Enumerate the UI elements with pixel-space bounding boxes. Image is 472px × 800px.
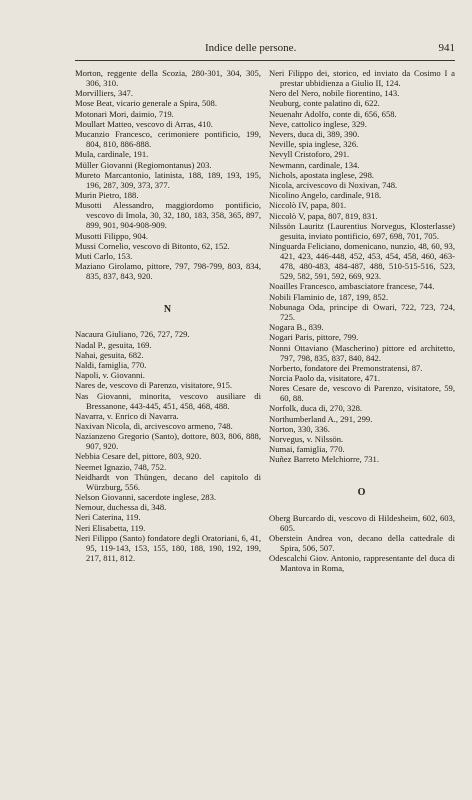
index-entry: Oberstein Andrea von, decano della cattedrale di Spira, 506, 507. <box>269 532 455 553</box>
index-entry: Nobunaga Oda, principe di Owari, 722, 723, 724, 725. <box>269 301 455 322</box>
page-number: 941 <box>438 42 455 54</box>
index-entry: Newmann, cardinale, 134. <box>269 159 360 170</box>
index-entry: Nacaura Giuliano, 726, 727, 729. <box>75 329 190 340</box>
index-entry: Ninguarda Feliciano, domenicano, nunzio, 48, 60, 93, 421, 423, 446-448, 452, 453, 454, 458, 460, 463-478, 480-483, 484-487, 488, 510-515-516, 523, 529, 582, 591, 592, 669, 923. <box>269 241 455 282</box>
index-entry: Nuñez Barreto Melchiorre, 731. <box>269 454 380 465</box>
index-entry: Nevyll Cristoforo, 291. <box>269 149 350 160</box>
index-entry: Norvegus, v. Nilssön. <box>269 434 344 444</box>
index-entry: Nahai, gesuita, 682. <box>75 349 144 360</box>
index-entry: Nicolino Angelo, cardinale, 918. <box>269 190 382 201</box>
header-rule <box>75 60 455 61</box>
index-entry: Musotti Alessandro, maggiordomo pontificio, vescovo di Imola, 30, 32, 180, 183, 358, 365, 897, 899, 901, 904-908-909. <box>75 200 261 231</box>
index-entry: Mucanzio Francesco, cerimoniere pontificio, 199, 804, 810, 886-888. <box>75 129 261 150</box>
index-entry: Nevers, duca di, 389, 390. <box>269 129 360 140</box>
index-entry: Nemour, duchessa di, 348. <box>75 502 167 513</box>
index-entry: Mussi Cornelio, vescovo di Bitonto, 62, 152. <box>75 240 230 251</box>
index-entry: Morton, reggente della Scozia, 280-301, 304, 305, 306, 310. <box>75 68 261 89</box>
index-entry: Neidhardt von Thüngen, decano del capitolo di Würzburg, 556. <box>75 471 261 492</box>
index-entry: Navarra, v. Enrico di Navarra. <box>75 410 179 421</box>
index-entry: Norfolk, duca di, 270, 328. <box>269 403 363 414</box>
index-entry: Musotti Filippo, 904. <box>75 230 149 241</box>
index-entry: Norberto, fondatore dei Premonstratensi, 87. <box>269 362 423 373</box>
index-entry: Odescalchi Giov. Antonio, rappresentante del duca di Mantova in Roma, <box>269 553 455 574</box>
header-title: Indice delle persone. <box>205 42 297 54</box>
index-entry: Maziano Girolamo, pittore, 797, 798-799, 803, 834, 835, 837, 843, 920. <box>75 261 261 282</box>
index-entry: Muti Carlo, 153. <box>75 250 133 261</box>
index-entry: Nazianzeno Gregorio (Santo), dottore, 803, 806, 888, 907, 920. <box>75 431 261 452</box>
index-entry: Niccolò V, papa, 807, 819, 831. <box>269 210 378 221</box>
index-entry: Müller Giovanni (Regiomontanus) 203. <box>75 159 212 170</box>
index-entry: Neuenahr Adolfo, conte di, 656, 658. <box>269 108 397 119</box>
right-entries-after <box>269 513 455 574</box>
index-entry: Mose Beat, vicario generale a Spira, 508. <box>75 98 217 109</box>
index-entry: Nonni Ottaviano (Mascherino) pittore ed architetto, 797, 798, 835, 837, 840, 842. <box>269 342 455 363</box>
index-entry: Neri Elisabetta, 119. <box>75 522 146 533</box>
left-column <box>75 68 261 563</box>
index-entry: Naldi, famiglia, 770. <box>75 359 147 370</box>
index-entry: Nilssön Lauritz (Laurentius Norvegus, Klosterlasse) gesuita, inviato pontificio, 697, 698, 701, 705. <box>269 220 455 241</box>
index-entry: Moullart Matteo, vescovo di Arras, 410. <box>75 118 213 129</box>
index-entry: Nichols, apostata inglese, 298. <box>269 169 375 180</box>
index-entry: Napoli, v. Giovanni. <box>75 370 145 381</box>
index-entry: Motonari Mori, daimio, 719. <box>75 108 174 119</box>
index-entry: Murin Pietro, 188. <box>75 189 139 200</box>
index-entry: Nebbia Cesare del, pittore, 803, 920. <box>75 451 202 462</box>
index-entry: Nadal P., gesuita, 169. <box>75 339 152 350</box>
right-column <box>269 68 455 573</box>
index-entry: Nero del Nero, nobile fiorentino, 143. <box>269 88 400 99</box>
left-entries-after <box>75 329 261 563</box>
running-header <box>75 42 455 58</box>
index-entry: Mureto Marcantonio, latinista, 188, 189, 193, 195, 196, 287, 309, 373, 377. <box>75 169 261 190</box>
index-entry: Nicola, arcivescovo di Noxivan, 748. <box>269 179 398 190</box>
index-entry: Oberg Burcardo di, vescovo di Hildesheim, 602, 603, 605. <box>269 512 455 533</box>
index-entry: Noailles Francesco, ambasciatore francese, 744. <box>269 281 435 292</box>
index-entry: Nogari Paris, pittore, 799. <box>269 332 359 343</box>
index-entry: Niccolò IV, papa, 801. <box>269 200 347 211</box>
index-entry: Numai, famiglia, 770. <box>269 444 345 455</box>
index-entry: Norton, 330, 336. <box>269 423 330 434</box>
section-letter-o: O <box>357 487 367 499</box>
index-entry: Neri Filippo dei, storico, ed inviato da Cosimo I a prestar ubbidienza a Giulio II, 124. <box>269 68 455 89</box>
index-entry: Neve, cattolico inglese, 329. <box>269 118 367 129</box>
left-entries-before <box>75 68 261 281</box>
index-entry: Neville, spia inglese, 326. <box>269 139 359 150</box>
index-entry: Nas Giovanni, minorita, vescovo ausiliare di Bressanone, 443-445, 451, 458, 468, 488. <box>75 390 261 411</box>
index-entry: Neemet Ignazio, 748, 752. <box>75 461 167 472</box>
index-entry: Neri Caterina, 119. <box>75 512 141 523</box>
right-entries-before <box>269 68 455 464</box>
index-entry: Neuburg, conte palatino di, 622. <box>269 98 380 109</box>
index-entry: Northumberland A., 291, 299. <box>269 413 373 424</box>
index-entry: Nobili Flaminio de, 187, 199, 852. <box>269 291 389 302</box>
index-entry: Norcia Paolo da, visitatore, 471. <box>269 372 380 383</box>
index-entry: Nogara B., 839. <box>269 322 324 333</box>
index-entry: Nelson Giovanni, sacerdote inglese, 283. <box>75 492 217 503</box>
index-entry: Morvilliers, 347. <box>75 88 134 99</box>
index-entry: Naxivan Nicola, di, arcivescovo armeno, 748. <box>75 420 233 431</box>
index-entry: Mula, cardinale, 191. <box>75 149 149 160</box>
index-entry: Neri Filippo (Santo) fondatore degli Oratoriani, 6, 41, 95, 119-143, 153, 155, 180, 188, 190, 192, 199, 217, 811, 812. <box>75 532 261 564</box>
index-entry: Nores Cesare de, vescovo di Parenzo, visitatore, 59, 60, 88. <box>269 383 455 404</box>
index-entry: Nares de, vescovo di Parenzo, visitatore, 915. <box>75 380 233 391</box>
section-letter-n: N <box>163 304 173 316</box>
